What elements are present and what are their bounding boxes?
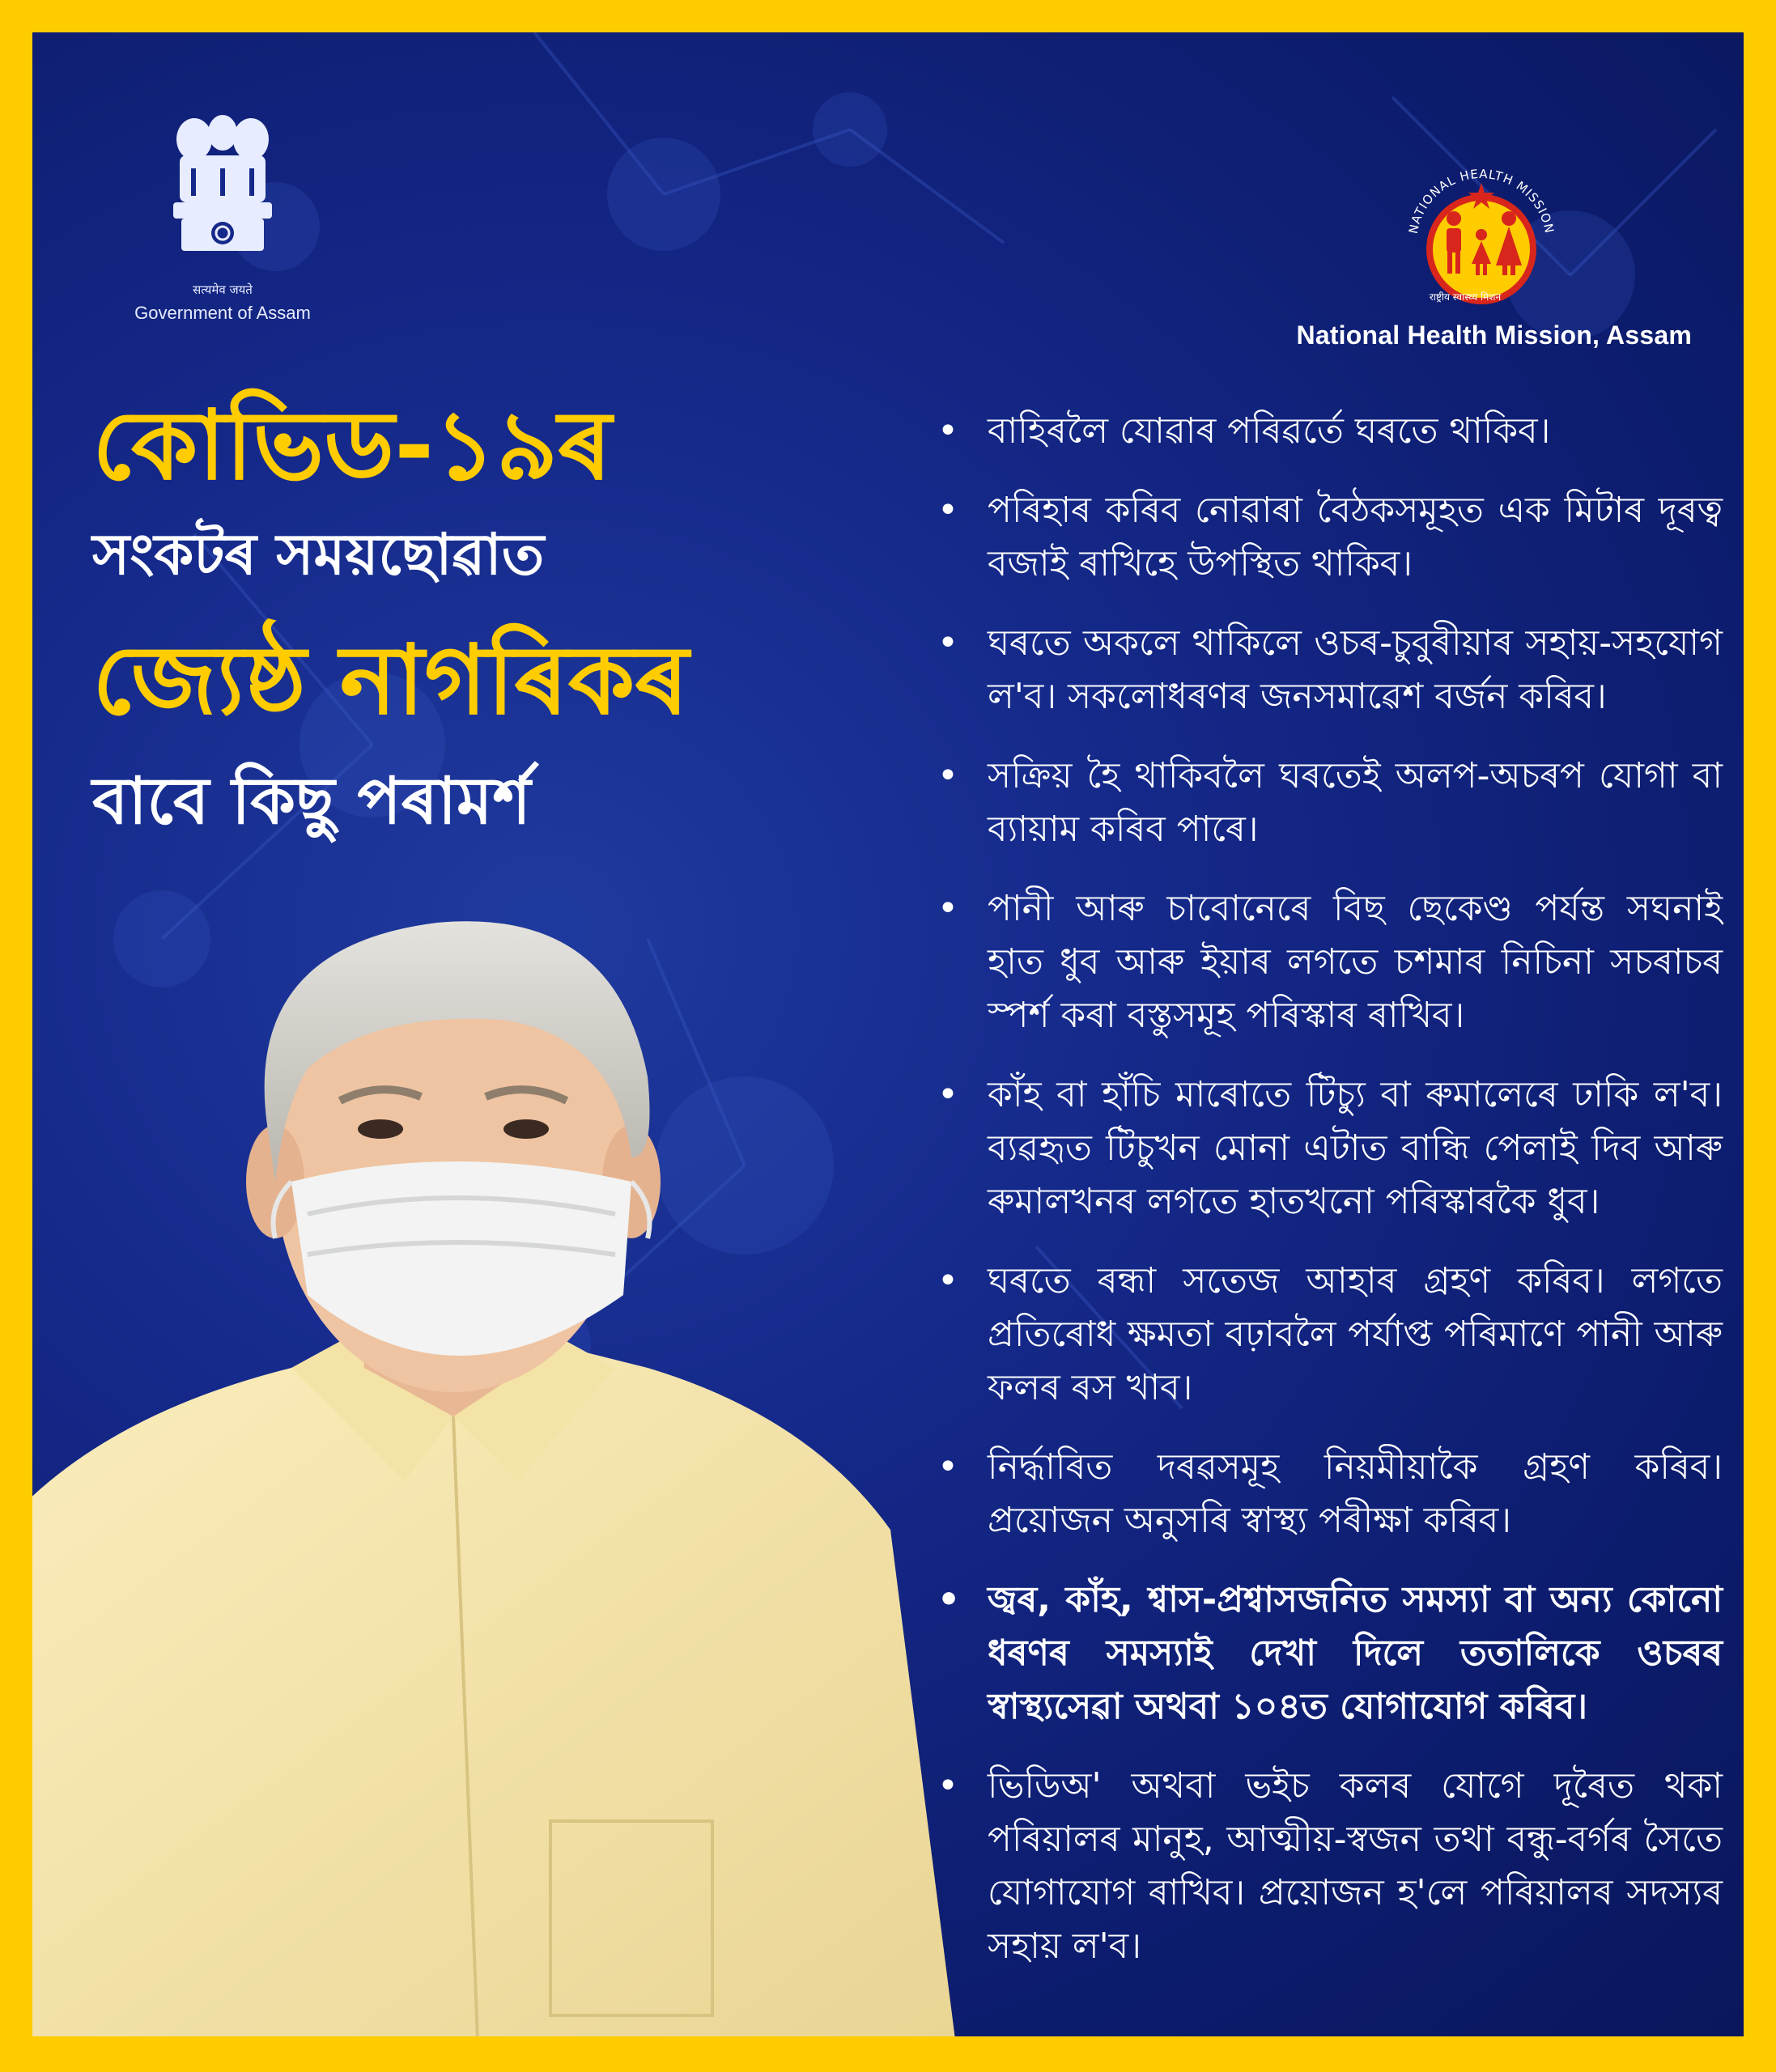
bullet-icon: • bbox=[937, 1579, 961, 1620]
advice-item bbox=[929, 1441, 1723, 1548]
advice-item bbox=[929, 749, 1723, 856]
advice-text: ভিডিঅ' অথবা ভইচ কলৰ যোগে দূৰৈত থকা পৰিয়ালৰ মানুহ, আত্মীয়-স্বজন তথা বন্ধু-বৰ্গৰ সৈতে যোগাযোগ ৰাখিব। প্ৰয়োজন হ'লে পৰিয়ালৰ সদস্যৰ সহায় ল'ব। bbox=[988, 1765, 1723, 1967]
advice-text: সক্ৰিয় হৈ থাকিবলৈ ঘৰতেই অলপ-অচৰপ যোগা বা ব্যায়াম কৰিব পাৰে। bbox=[988, 755, 1723, 850]
advice-item bbox=[929, 1255, 1723, 1415]
advice-item bbox=[929, 1760, 1723, 1973]
nhm-logo-block bbox=[1239, 154, 1692, 364]
government-logo-block bbox=[89, 104, 348, 363]
headline-line-1: কোভিড-১৯ৰ bbox=[92, 389, 612, 501]
advice-item bbox=[929, 882, 1723, 1042]
bullet-icon: • bbox=[937, 622, 958, 664]
bullet-icon: • bbox=[937, 1446, 958, 1488]
advice-item bbox=[929, 405, 1723, 458]
advice-text: জ্বৰ, কাঁহ, শ্বাস-প্ৰশ্বাসজনিত সমস্যা বা অন্য কোনো ধৰণৰ সমস্যাই দেখা দিলে ততালিকে ওচৰৰ স্বাস্থ্যসেৱা অথবা ১০৪ত যোগাযোগ কৰিব। bbox=[988, 1579, 1723, 1727]
emblem-motto: सत्यमेव जयते bbox=[193, 282, 253, 297]
advice-item bbox=[929, 484, 1723, 591]
bullet-icon: • bbox=[937, 888, 958, 929]
government-label: Government of Assam bbox=[134, 303, 311, 323]
bullet-icon: • bbox=[937, 410, 958, 452]
advice-text: পৰিহাৰ কৰিব নোৱাৰা বৈঠকসমূহত এক মিটাৰ দূৰত্ব বজাই ৰাখিহে উপস্থিত থাকিব। bbox=[988, 490, 1723, 584]
nhm-hindi-subtext: राष्ट्रीय स्वास्थ्य मिशन bbox=[1429, 291, 1502, 303]
advice-item bbox=[929, 617, 1723, 724]
advice-text: ঘৰতে অকলে থাকিলে ওচৰ-চুবুৰীয়াৰ সহায়-সহযোগ ল'ব। সকলোধৰণৰ জনসমাৱেশ বৰ্জন কৰিব। bbox=[988, 622, 1723, 717]
advice-text: ঘৰতে ৰন্ধা সতেজ আহাৰ গ্ৰহণ কৰিব। লগতে প্ৰতিৰোধ ক্ষমতা বঢ়াবলৈ পৰ্যাপ্ত পৰিমাণে পানী আৰু ফলৰ ৰস খাব। bbox=[988, 1260, 1723, 1408]
bullet-icon: • bbox=[937, 1074, 958, 1115]
elderly-man-with-mask-photo bbox=[32, 915, 955, 2036]
advice-text: কাঁহ বা হাঁচি মাৰোতে টিচ্যু বা ৰুমালেৰে ঢাকি ল'ব। ব্যৱহৃত টিচুখন মোনা এটাত বান্ধি পেলাই দিব আৰু ৰুমালখনৰ লগতে হাতখনো পৰিস্কাৰকৈ ধুব। bbox=[988, 1074, 1723, 1222]
bullet-icon: • bbox=[937, 1260, 958, 1301]
advice-text: বাহিৰলৈ যোৱাৰ পৰিৱৰ্তে ঘৰতে থাকিব। bbox=[988, 410, 1551, 452]
headline-line-3: জ্যেষ্ঠ নাগৰিকৰ bbox=[92, 624, 689, 736]
bullet-icon: • bbox=[937, 1765, 958, 1807]
bullet-icon: • bbox=[937, 490, 958, 531]
poster bbox=[32, 32, 1744, 2036]
advice-item bbox=[929, 1573, 1723, 1734]
bullet-icon: • bbox=[937, 755, 958, 796]
national-emblem-icon bbox=[162, 104, 283, 265]
advice-list bbox=[929, 405, 1723, 1999]
headline-line-4: বাবে কিছু পৰামৰ্শ bbox=[92, 763, 531, 839]
advice-text: নিৰ্দ্ধাৰিত দৰৱসমূহ নিয়মীয়াকৈ গ্ৰহণ কৰিব। প্ৰয়োজন অনুসৰি স্বাস্থ্য পৰীক্ষা কৰিব। bbox=[988, 1446, 1723, 1541]
nhm-arc-text: NATIONAL HEALTH MISSION bbox=[1405, 166, 1557, 236]
advice-text: পানী আৰু চাবোনেৰে বিছ ছেকেণ্ড পৰ্যন্ত সঘনাই হাত ধুব আৰু ইয়াৰ লগতে চশমাৰ নিচিনা সচৰাচৰ স্পৰ্শ কৰা বস্তুসমূহ পৰিস্কাৰ ৰাখিব। bbox=[988, 888, 1723, 1036]
nhm-label: National Health Mission, Assam bbox=[1296, 321, 1692, 350]
advice-item bbox=[929, 1068, 1723, 1229]
headline-line-2: সংকটৰ সময়ছোৱাত bbox=[92, 521, 545, 588]
